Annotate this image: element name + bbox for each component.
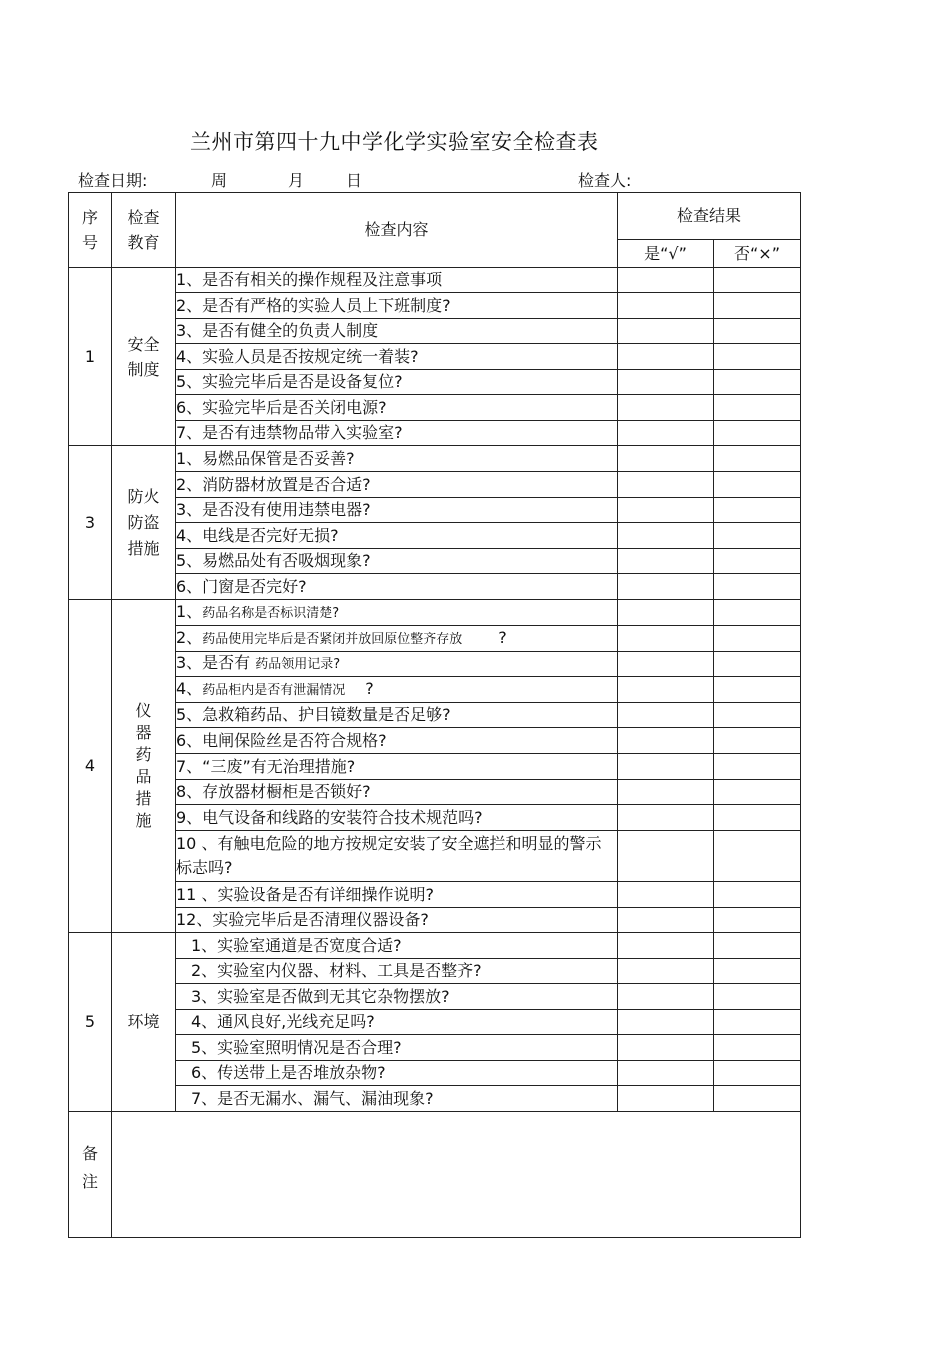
yes-cell[interactable] — [618, 933, 714, 959]
yes-cell[interactable] — [618, 498, 714, 523]
check-item: 6、门窗是否完好? — [176, 574, 618, 600]
check-item: 8、存放器材橱柜是否锁好? — [176, 780, 618, 805]
no-cell[interactable] — [714, 908, 801, 933]
check-item: 10 、有触电危险的地方按规定安装了安全遮拦和明显的警示标志吗? — [176, 831, 618, 882]
yes-cell[interactable] — [618, 908, 714, 933]
no-cell[interactable] — [714, 344, 801, 370]
yes-cell[interactable] — [618, 984, 714, 1010]
yes-cell[interactable] — [618, 677, 714, 703]
no-header: 否“×” — [714, 240, 801, 268]
section-seq: 4 — [69, 600, 112, 933]
yes-cell[interactable] — [618, 882, 714, 908]
check-item: 4、电线是否完好无损? — [176, 523, 618, 549]
yes-cell[interactable] — [618, 959, 714, 984]
no-cell[interactable] — [714, 395, 801, 421]
yes-cell[interactable] — [618, 600, 714, 626]
date-label: 检查日期: — [78, 171, 148, 190]
check-item: 9、电气设备和线路的安装符合技术规范吗? — [176, 805, 618, 831]
no-cell[interactable] — [714, 703, 801, 728]
no-cell[interactable] — [714, 549, 801, 574]
check-item: 3、是否有健全的负责人制度 — [176, 319, 618, 344]
no-cell[interactable] — [714, 652, 801, 677]
seq-header: 序号 — [69, 193, 112, 268]
yes-cell[interactable] — [618, 344, 714, 370]
check-item: 4、实验人员是否按规定统一着装? — [176, 344, 618, 370]
check-item: 3、是否有 药品领用记录? — [176, 652, 618, 677]
yes-cell[interactable] — [618, 446, 714, 472]
yes-cell[interactable] — [618, 652, 714, 677]
yes-header: 是“√” — [618, 240, 714, 268]
yes-cell[interactable] — [618, 549, 714, 574]
yes-cell[interactable] — [618, 780, 714, 805]
check-item: 5、实验室照明情况是否合理? — [176, 1035, 618, 1061]
check-item: 7、是否有违禁物品带入实验室? — [176, 421, 618, 446]
week-label: 周 — [211, 171, 228, 190]
inspection-table — [68, 192, 801, 1238]
check-item: 12、实验完毕后是否清理仪器设备? — [176, 908, 618, 933]
check-item: 3、实验室是否做到无其它杂物摆放? — [176, 984, 618, 1010]
check-item: 11 、实验设备是否有详细操作说明? — [176, 882, 618, 908]
yes-cell[interactable] — [618, 831, 714, 882]
no-cell[interactable] — [714, 498, 801, 523]
no-cell[interactable] — [714, 1035, 801, 1061]
yes-cell[interactable] — [618, 268, 714, 293]
month-label: 月 — [288, 171, 305, 190]
yes-cell[interactable] — [618, 574, 714, 600]
yes-cell[interactable] — [618, 1061, 714, 1086]
no-cell[interactable] — [714, 933, 801, 959]
page-title: 兰州市第四十九中学化学实验室安全检查表 — [190, 130, 599, 154]
yes-cell[interactable] — [618, 319, 714, 344]
yes-cell[interactable] — [618, 523, 714, 549]
result-header: 检查结果 — [618, 193, 801, 240]
section-seq: 5 — [69, 933, 112, 1112]
no-cell[interactable] — [714, 754, 801, 780]
check-item: 1、实验室通道是否宽度合适? — [176, 933, 618, 959]
no-cell[interactable] — [714, 370, 801, 395]
check-item: 7、“三废”有无治理措施? — [176, 754, 618, 780]
no-cell[interactable] — [714, 626, 801, 652]
yes-cell[interactable] — [618, 1035, 714, 1061]
no-cell[interactable] — [714, 268, 801, 293]
no-cell[interactable] — [714, 600, 801, 626]
no-cell[interactable] — [714, 882, 801, 908]
check-item: 1、易燃品保管是否妥善? — [176, 446, 618, 472]
no-cell[interactable] — [714, 1061, 801, 1086]
yes-cell[interactable] — [618, 1010, 714, 1035]
day-label: 日 — [346, 171, 363, 190]
no-cell[interactable] — [714, 574, 801, 600]
yes-cell[interactable] — [618, 1086, 714, 1112]
no-cell[interactable] — [714, 831, 801, 882]
check-item: 4、药品柜内是否有泄漏情况 ? — [176, 677, 618, 703]
check-item: 5、实验完毕后是否是设备复位? — [176, 370, 618, 395]
edu-header: 检查教育 — [112, 193, 176, 268]
yes-cell[interactable] — [618, 395, 714, 421]
yes-cell[interactable] — [618, 370, 714, 395]
yes-cell[interactable] — [618, 754, 714, 780]
no-cell[interactable] — [714, 984, 801, 1010]
section-category: 防火防盗措施 — [112, 446, 176, 600]
no-cell[interactable] — [714, 780, 801, 805]
yes-cell[interactable] — [618, 293, 714, 319]
no-cell[interactable] — [714, 728, 801, 754]
yes-cell[interactable] — [618, 728, 714, 754]
section-category: 环境 — [112, 933, 176, 1112]
no-cell[interactable] — [714, 446, 801, 472]
check-item: 6、电闸保险丝是否符合规格? — [176, 728, 618, 754]
yes-cell[interactable] — [618, 626, 714, 652]
check-item: 1、是否有相关的操作规程及注意事项 — [176, 268, 618, 293]
no-cell[interactable] — [714, 805, 801, 831]
no-cell[interactable] — [714, 523, 801, 549]
check-item: 2、消防器材放置是否合适? — [176, 472, 618, 498]
check-item: 5、急救箱药品、护目镜数量是否足够? — [176, 703, 618, 728]
yes-cell[interactable] — [618, 421, 714, 446]
yes-cell[interactable] — [618, 703, 714, 728]
no-cell[interactable] — [714, 1010, 801, 1035]
check-item: 3、是否没有使用违禁电器? — [176, 498, 618, 523]
no-cell[interactable] — [714, 421, 801, 446]
no-cell[interactable] — [714, 677, 801, 703]
no-cell[interactable] — [714, 472, 801, 498]
section-category: 安全制度 — [112, 268, 176, 446]
section-category: 仪 器 药 品 措 施 — [112, 600, 176, 933]
remarks-label: 备注 — [69, 1112, 112, 1238]
no-cell[interactable] — [714, 959, 801, 984]
yes-cell[interactable] — [618, 805, 714, 831]
check-item: 7、是否无漏水、漏气、漏油现象? — [176, 1086, 618, 1112]
yes-cell[interactable] — [618, 472, 714, 498]
section-seq: 1 — [69, 268, 112, 446]
no-cell[interactable] — [714, 319, 801, 344]
content-header: 检查内容 — [176, 193, 618, 268]
check-item: 4、通风良好,光线充足吗? — [176, 1010, 618, 1035]
check-item: 2、是否有严格的实验人员上下班制度? — [176, 293, 618, 319]
no-cell[interactable] — [714, 293, 801, 319]
no-cell[interactable] — [714, 1086, 801, 1112]
section-seq: 3 — [69, 446, 112, 600]
remarks-field[interactable] — [112, 1112, 801, 1238]
check-item: 2、药品使用完毕后是否紧闭并放回原位整齐存放 ? — [176, 626, 618, 652]
check-item: 6、传送带上是否堆放杂物? — [176, 1061, 618, 1086]
inspector-label: 检查人: — [578, 171, 632, 190]
check-item: 5、易燃品处有否吸烟现象? — [176, 549, 618, 574]
check-item: 1、药品名称是否标识清楚? — [176, 600, 618, 626]
check-item: 2、实验室内仪器、材料、工具是否整齐? — [176, 959, 618, 984]
check-item: 6、实验完毕后是否关闭电源? — [176, 395, 618, 421]
